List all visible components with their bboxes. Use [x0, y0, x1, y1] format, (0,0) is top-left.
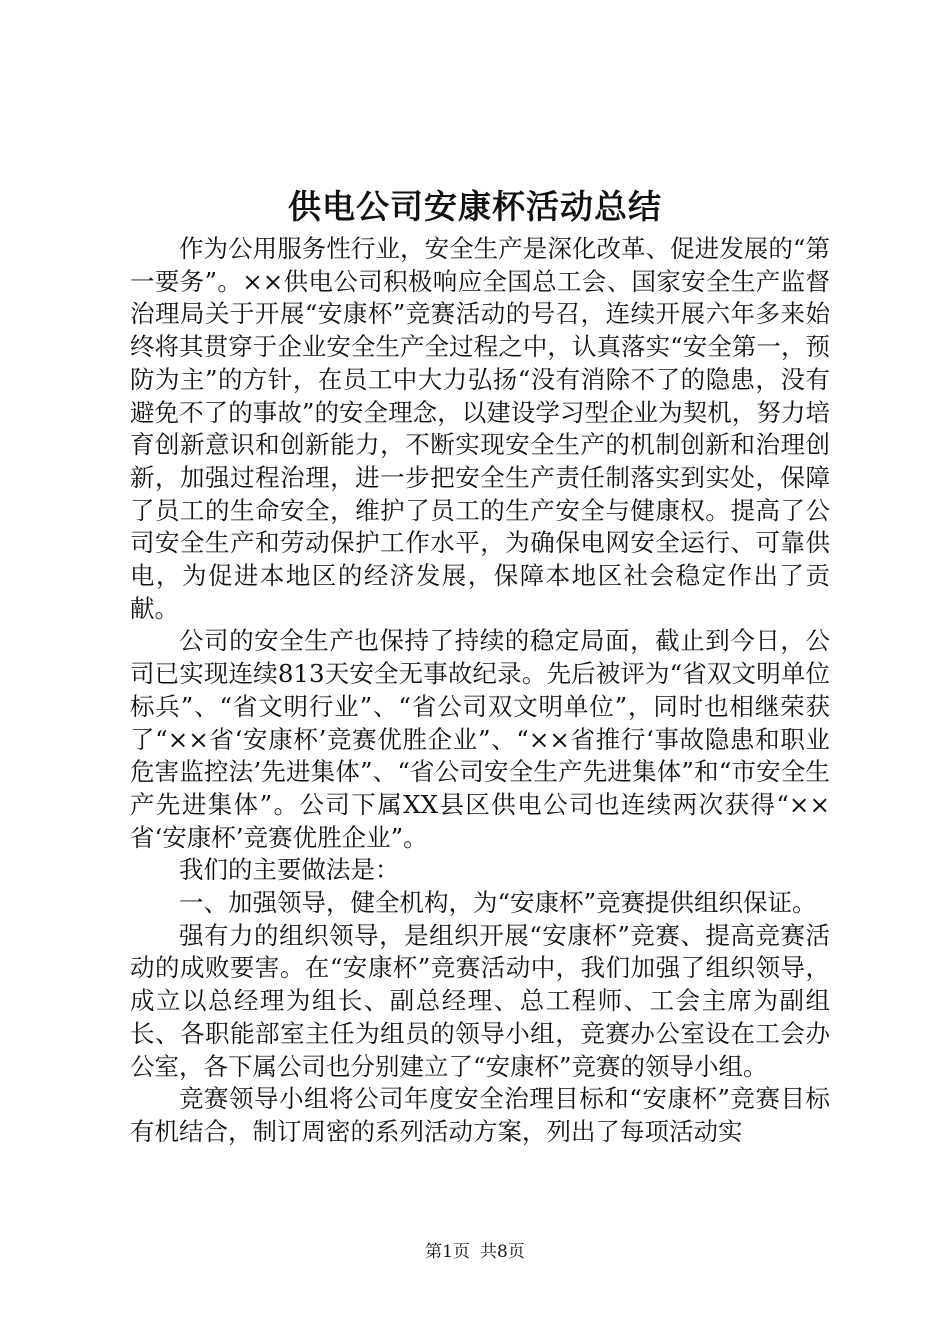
paragraph-intro: 作为公用服务性行业，安全生产是深化改革、促进发展的“第一要务”。××供电公司积极响应全国总工会、国家安全生产监督治理局关于开展“安康杯”竞赛活动的号召，连续开展六年多来始终将其贯穿于企业安全生产全过程之中，认真落实“安全第一，预防为主”的方针，在员工中大力弘扬“没有消除不了的隐患，没有避免不了的事故”的安全理念，以建设学习型企业为契机，努力培育创新意识和创新能力，不断实现安全生产的机制创新和治理创新，加强过程治理，进一步把安全生产责任制落实到实处，保障了员工的生命安全，维护了员工的生产安全与健康权。提高了公司安全生产和劳动保护工作水平，为确保电网安全运行、可靠供电，为促进本地区的经济发展，保障本地区社会稳定作出了贡献。: [130, 234, 830, 623]
document-title: 供电公司安康杯活动总结: [288, 187, 662, 226]
paragraph-achievements: 公司的安全生产也保持了持续的稳定局面，截止到今日，公司已实现连续813天安全无事故纪录。先后被评为“省双文明单位标兵”、“省文明行业”、“省公司双文明单位”，同时也相继荣获了“××省‘安康杯’竞赛优胜企业”、“××省推行‘事故隐患和职业危害监控法’先进集体”、“省公司安全生产先进集体”和“市安全生产先进集体”。公司下属XX县区供电公司也连续两次获得“××省‘安康杯’竞赛优胜企业”。: [130, 626, 830, 852]
document-body: [130, 233, 830, 1149]
paragraph-organization: 强有力的组织领导，是组织开展“安康杯”竞赛、提高竞赛活动的成败要害。在“安康杯”竞赛活动中，我们加强了组织领导，成立以总经理为组长、副总经理、总工程师、工会主席为副组长、各职能部室主任为组员的领导小组，竞赛办公室设在工会办公室，各下属公司也分别建立了“安康杯”竞赛的领导小组。: [130, 920, 830, 1081]
section-heading-one: 一、加强领导，健全机构，为“安康杯”竞赛提供组织保证。: [179, 888, 817, 918]
paragraph-plan: 竞赛领导小组将公司年度安全治理目标和“安康杯”竞赛目标有机结合，制订周密的系列活动方案，列出了每项活动实: [130, 1084, 830, 1146]
page-total: 共8页: [480, 1242, 525, 1262]
page-footer: [0, 1240, 950, 1264]
page-number: 第1页: [425, 1242, 470, 1262]
paragraph-practices-heading: 我们的主要做法是：: [179, 855, 400, 885]
